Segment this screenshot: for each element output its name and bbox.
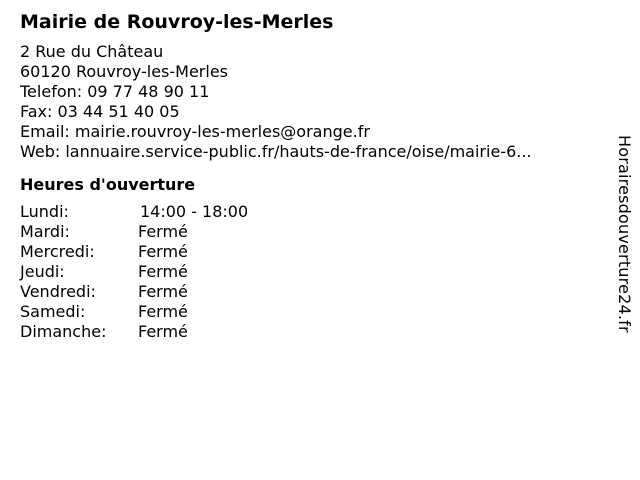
- email-link[interactable]: Email: mairie.rouvroy-les-merles@orange.fr: [20, 122, 370, 141]
- business-card: [20, 8, 600, 342]
- hours-row-sunday: [20, 322, 600, 342]
- hours-row-friday: [20, 282, 600, 302]
- website-link[interactable]: Web: lannuaire.service-public.fr/hauts-de-france/oise/mairie-6...: [20, 142, 532, 161]
- day-label: Lundi:: [20, 202, 69, 221]
- opening-hours-list: [20, 202, 600, 342]
- hours-row-tuesday: [20, 222, 600, 242]
- hours-value: Fermé: [138, 242, 188, 261]
- day-label: Mardi:: [20, 222, 70, 241]
- hours-value: Fermé: [138, 302, 188, 321]
- hours-value: Fermé: [138, 282, 188, 301]
- fax-number: Fax: 03 44 51 40 05: [20, 102, 180, 121]
- hours-row-wednesday: [20, 242, 600, 262]
- hours-value: Fermé: [138, 222, 188, 241]
- hours-row-thursday: [20, 262, 600, 282]
- address-street: 2 Rue du Château: [20, 42, 164, 61]
- hours-row-saturday: [20, 302, 600, 322]
- day-label: Samedi:: [20, 302, 86, 321]
- day-label: Vendredi:: [20, 282, 96, 301]
- site-watermark: Horairesdouverture24.fr: [615, 135, 634, 333]
- hours-value: Fermé: [138, 262, 188, 281]
- hours-value: Fermé: [138, 322, 188, 341]
- day-label: Jeudi:: [20, 262, 65, 281]
- hours-heading: Heures d'ouverture: [20, 175, 196, 194]
- day-label: Mercredi:: [20, 242, 95, 261]
- address-city: 60120 Rouvroy-les-Merles: [20, 62, 229, 81]
- hours-value: 14:00 - 18:00: [140, 202, 249, 221]
- day-label: Dimanche:: [20, 322, 107, 341]
- business-name: Mairie de Rouvroy-les-Merles: [20, 11, 334, 33]
- phone-number[interactable]: Telefon: 09 77 48 90 11: [20, 82, 210, 101]
- hours-row-monday: [20, 202, 600, 222]
